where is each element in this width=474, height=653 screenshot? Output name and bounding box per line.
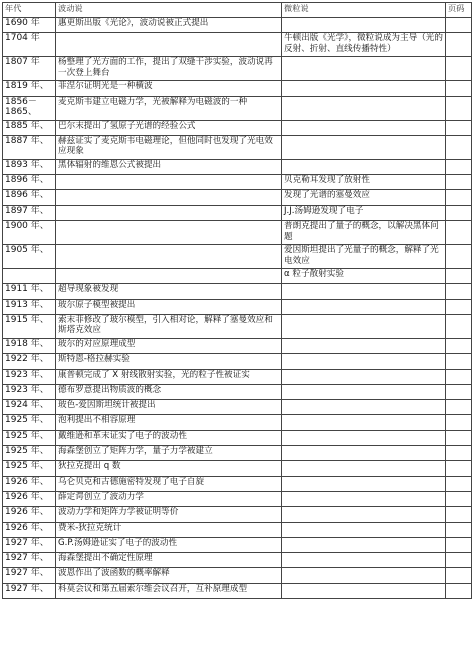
page-cell	[446, 354, 472, 369]
year-cell: 1704 年	[3, 33, 56, 57]
page-cell	[446, 400, 472, 415]
wave-cell	[56, 269, 282, 284]
wave-cell: 麦克斯韦建立电磁力学，光被解释为电磁波的一种	[56, 96, 282, 120]
particle-cell	[282, 522, 446, 537]
table-row	[3, 537, 472, 552]
header-year: 年代	[3, 3, 56, 18]
table-row	[3, 338, 472, 353]
page-cell	[446, 476, 472, 491]
wave-cell: 科莫会议和第五届索尔维会议召开，互补原理成型	[56, 583, 282, 598]
wave-cell	[56, 175, 282, 190]
wave-cell: 黑体辐射的维恩公式被提出	[56, 159, 282, 174]
page-cell	[446, 507, 472, 522]
wave-cell: G.P.汤姆逊证实了电子的波动性	[56, 537, 282, 552]
wave-cell: 玻色-爱因斯坦统计被提出	[56, 400, 282, 415]
page-cell	[446, 245, 472, 269]
particle-cell	[282, 446, 446, 461]
particle-cell: α 粒子散射实验	[282, 269, 446, 284]
header-row	[3, 3, 472, 18]
table-row	[3, 33, 472, 57]
table-row	[3, 491, 472, 506]
particle-cell	[282, 338, 446, 353]
table-row	[3, 57, 472, 81]
year-cell: 1925 年、	[3, 430, 56, 445]
particle-cell	[282, 18, 446, 33]
year-cell: 1905 年、	[3, 245, 56, 269]
page-cell	[446, 135, 472, 159]
particle-cell	[282, 354, 446, 369]
table-row	[3, 284, 472, 299]
wave-cell: 巴尔末提出了氢原子光谱的经验公式	[56, 120, 282, 135]
wave-cell: 薛定谔创立了波动力学	[56, 491, 282, 506]
particle-cell	[282, 314, 446, 338]
wave-cell: 狄拉克提出 q 数	[56, 461, 282, 476]
page-cell	[446, 338, 472, 353]
particle-cell	[282, 96, 446, 120]
table-row	[3, 96, 472, 120]
year-cell: 1819 年、	[3, 81, 56, 96]
table-row	[3, 18, 472, 33]
wave-cell: 索末菲修改了玻尔模型，引入相对论，解释了塞曼效应和斯塔克效应	[56, 314, 282, 338]
page-cell	[446, 583, 472, 598]
year-cell: 1923 年、	[3, 384, 56, 399]
table-row	[3, 476, 472, 491]
year-cell: 1900 年、	[3, 221, 56, 245]
year-cell: 1915 年、	[3, 314, 56, 338]
page-cell	[446, 175, 472, 190]
particle-cell: 贝克勒耳发现了放射性	[282, 175, 446, 190]
year-cell: 1926 年、	[3, 491, 56, 506]
wave-cell	[56, 190, 282, 205]
particle-cell	[282, 284, 446, 299]
header-wave: 波动说	[56, 3, 282, 18]
particle-cell	[282, 476, 446, 491]
page-cell	[446, 205, 472, 220]
particle-cell	[282, 400, 446, 415]
particle-cell	[282, 583, 446, 598]
page-cell	[446, 221, 472, 245]
page-cell	[446, 522, 472, 537]
particle-cell	[282, 81, 446, 96]
year-cell: 1856－1865、	[3, 96, 56, 120]
wave-cell: 波动力学和矩阵力学被证明等价	[56, 507, 282, 522]
particle-cell	[282, 299, 446, 314]
table-row	[3, 568, 472, 583]
header-page: 页码	[446, 3, 472, 18]
page-cell	[446, 284, 472, 299]
table-row	[3, 175, 472, 190]
page-cell	[446, 33, 472, 57]
table-row	[3, 507, 472, 522]
table-row	[3, 446, 472, 461]
page-cell	[446, 159, 472, 174]
year-cell: 1925 年、	[3, 415, 56, 430]
wave-cell: 杨整理了光方面的工作，提出了双缝干涉实验，波动说再一次登上舞台	[56, 57, 282, 81]
particle-cell	[282, 537, 446, 552]
year-cell: 1913 年、	[3, 299, 56, 314]
table-row	[3, 369, 472, 384]
page-cell	[446, 18, 472, 33]
year-cell: 1925 年、	[3, 446, 56, 461]
year-cell	[3, 269, 56, 284]
particle-cell	[282, 461, 446, 476]
particle-cell	[282, 135, 446, 159]
page-cell	[446, 553, 472, 568]
wave-cell: 赫兹证实了麦克斯韦电磁理论，但他同时也发现了光电效应现象	[56, 135, 282, 159]
wave-cell: 菲涅尔证明光是一种横波	[56, 81, 282, 96]
year-cell: 1887 年、	[3, 135, 56, 159]
wave-cell	[56, 221, 282, 245]
table-row	[3, 415, 472, 430]
page-cell	[446, 299, 472, 314]
table-row	[3, 135, 472, 159]
year-cell: 1927 年、	[3, 553, 56, 568]
wave-cell: 德布罗意提出物质波的概念	[56, 384, 282, 399]
page-cell	[446, 190, 472, 205]
wave-cell: 费米-狄拉克统计	[56, 522, 282, 537]
year-cell: 1927 年、	[3, 568, 56, 583]
particle-cell	[282, 553, 446, 568]
year-cell: 1885 年、	[3, 120, 56, 135]
particle-cell	[282, 491, 446, 506]
year-cell: 1896 年、	[3, 175, 56, 190]
table-row	[3, 384, 472, 399]
year-cell: 1918 年、	[3, 338, 56, 353]
page-cell	[446, 446, 472, 461]
page-cell	[446, 491, 472, 506]
table-row	[3, 314, 472, 338]
page-cell	[446, 415, 472, 430]
page-cell	[446, 568, 472, 583]
wave-cell: 玻尔的对应原理成型	[56, 338, 282, 353]
history-table	[2, 2, 472, 599]
table-row	[3, 461, 472, 476]
wave-cell: 波恩作出了波函数的概率解释	[56, 568, 282, 583]
table-row	[3, 522, 472, 537]
table-row	[3, 430, 472, 445]
wave-cell: 斯特恩-格拉赫实验	[56, 354, 282, 369]
page-cell	[446, 461, 472, 476]
table-row	[3, 205, 472, 220]
wave-cell: 戴维逊和革末证实了电子的波动性	[56, 430, 282, 445]
particle-cell	[282, 57, 446, 81]
table-row	[3, 190, 472, 205]
table-row	[3, 583, 472, 598]
header-particle: 微粒说	[282, 3, 446, 18]
particle-cell: 发现了光谱的塞曼效应	[282, 190, 446, 205]
year-cell: 1896 年、	[3, 190, 56, 205]
particle-cell	[282, 430, 446, 445]
year-cell: 1893 年、	[3, 159, 56, 174]
wave-cell: 玻尔原子模型被提出	[56, 299, 282, 314]
year-cell: 1925 年、	[3, 461, 56, 476]
year-cell: 1923 年、	[3, 369, 56, 384]
particle-cell	[282, 384, 446, 399]
wave-cell: 海森堡提出不确定性原理	[56, 553, 282, 568]
page-cell	[446, 384, 472, 399]
table-row	[3, 120, 472, 135]
wave-cell: 乌仑贝克和古德施密特发现了电子自旋	[56, 476, 282, 491]
page-cell	[446, 57, 472, 81]
table-row	[3, 269, 472, 284]
year-cell: 1690 年	[3, 18, 56, 33]
table-row	[3, 159, 472, 174]
table-row	[3, 400, 472, 415]
particle-cell: 普朗克提出了量子的概念，以解决黑体问题	[282, 221, 446, 245]
table-row	[3, 553, 472, 568]
table-row	[3, 354, 472, 369]
particle-cell: J.J.汤姆逊发现了电子	[282, 205, 446, 220]
particle-cell	[282, 415, 446, 430]
particle-cell	[282, 568, 446, 583]
wave-cell: 超导现象被发现	[56, 284, 282, 299]
particle-cell	[282, 159, 446, 174]
year-cell: 1926 年、	[3, 522, 56, 537]
wave-cell: 康普顿完成了 X 射线散射实验，光的粒子性被证实	[56, 369, 282, 384]
wave-cell: 惠更斯出版《光论》，波动说被正式提出	[56, 18, 282, 33]
page-cell	[446, 430, 472, 445]
page-cell	[446, 269, 472, 284]
wave-cell: 泡利提出不相容原理	[56, 415, 282, 430]
page-cell	[446, 96, 472, 120]
particle-cell	[282, 507, 446, 522]
wave-cell	[56, 205, 282, 220]
wave-cell	[56, 245, 282, 269]
wave-cell	[56, 33, 282, 57]
year-cell: 1927 年、	[3, 583, 56, 598]
page-cell	[446, 314, 472, 338]
table-row	[3, 245, 472, 269]
year-cell: 1911 年、	[3, 284, 56, 299]
particle-cell: 牛顿出版《光学》，微粒说成为主导（光的反射、折射、直线传播特性）	[282, 33, 446, 57]
year-cell: 1922 年、	[3, 354, 56, 369]
table-row	[3, 221, 472, 245]
year-cell: 1897 年、	[3, 205, 56, 220]
table-row	[3, 299, 472, 314]
page-cell	[446, 537, 472, 552]
year-cell: 1924 年、	[3, 400, 56, 415]
year-cell: 1926 年、	[3, 507, 56, 522]
page-cell	[446, 369, 472, 384]
year-cell: 1926 年、	[3, 476, 56, 491]
year-cell: 1807 年	[3, 57, 56, 81]
wave-cell: 海森堡创立了矩阵力学，量子力学被建立	[56, 446, 282, 461]
page-cell	[446, 81, 472, 96]
table-row	[3, 81, 472, 96]
particle-cell	[282, 120, 446, 135]
page-cell	[446, 120, 472, 135]
year-cell: 1927 年、	[3, 537, 56, 552]
particle-cell	[282, 369, 446, 384]
particle-cell: 爱因斯坦提出了光量子的概念，解释了光电效应	[282, 245, 446, 269]
